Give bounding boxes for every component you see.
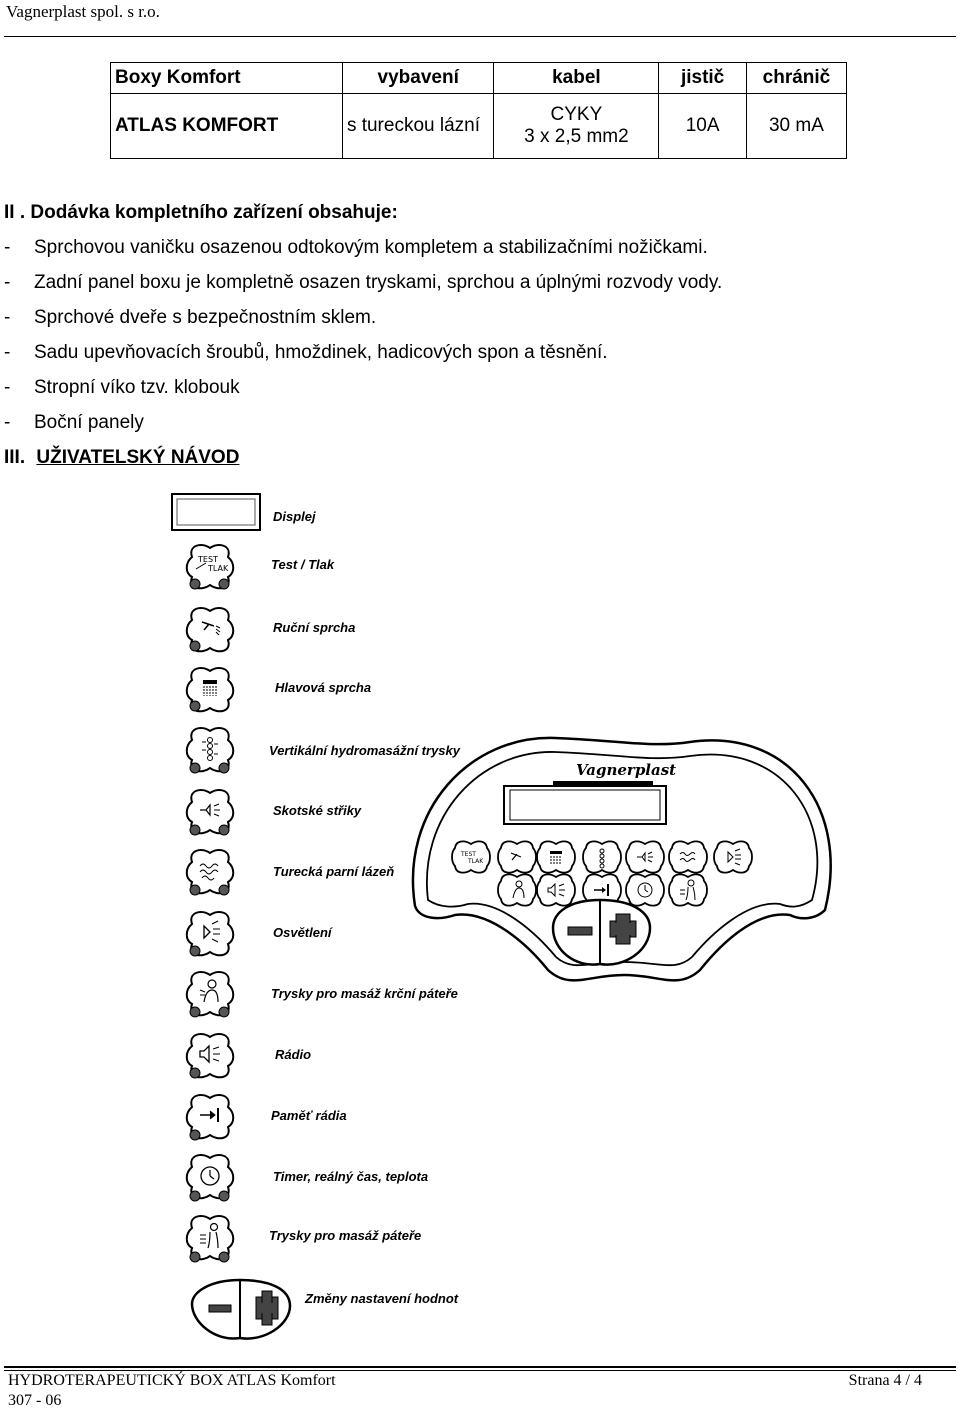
minus-icon: [568, 927, 592, 935]
list-item: - Sprchovou vaničku osazenou odtokovým kompletem a stabilizačními nožičkami.: [4, 237, 708, 258]
legend-label: Test / Tlak: [271, 557, 335, 572]
list-item-text: Stropní víko tzv. klobouk: [34, 377, 240, 398]
panel-plus-minus-buttons: [553, 900, 650, 965]
section-2-title: II . Dodávka kompletního zařízení obsahuje:: [4, 202, 398, 223]
spec-cable-size: 3 x 2,5 mm2: [524, 126, 629, 147]
legend-radio: [187, 1034, 311, 1078]
legend-label: Trysky pro masáž krční páteře: [271, 986, 458, 1001]
legend-label: Rádio: [275, 1047, 312, 1062]
list-item: - Boční panely: [4, 412, 144, 433]
control-panel-diagram: [0, 480, 960, 1350]
footer-divider-thin: [4, 1370, 956, 1371]
spec-header-equipment: vybavení: [342, 63, 494, 94]
spec-header-breaker: jistič: [659, 63, 747, 94]
section-3-title: [4, 447, 239, 469]
spec-protector: 30 mA: [746, 94, 846, 159]
list-item: - Sprchové dveře s bezpečnostním sklem.: [4, 307, 377, 328]
spec-model: ATLAS KOMFORT: [111, 94, 343, 159]
header-divider: [4, 36, 956, 37]
list-item-text: Zadní panel boxu je kompletně osazen tryskami, sprchou a úplnými rozvody vody.: [34, 272, 723, 293]
panel-display: [504, 786, 666, 824]
legend-scottish-jets: [187, 790, 362, 835]
legend-label: Displej: [273, 509, 316, 524]
footer-divider: [4, 1366, 956, 1368]
list-item: - Sadu upevňovacích šroubů, hmoždinek, hadicových spon a těsnění.: [4, 342, 608, 363]
spec-header-cable: kabel: [494, 63, 659, 94]
list-item-text: Sprchovou vaničku osazenou odtokovým kompletem a stabilizačními nožičkami.: [34, 237, 708, 258]
legend-steam-bath: [187, 850, 394, 895]
plus-minus-icon: [192, 1280, 290, 1339]
spec-breaker: 10A: [659, 94, 747, 159]
list-item-text: Sprchové dveře s bezpečnostním sklem.: [34, 307, 377, 328]
legend-hand-shower: [187, 608, 356, 651]
svg-text:TEST: TEST: [461, 851, 476, 858]
legend-label: Vertikální hydromasážní trysky: [269, 743, 460, 758]
legend-light: [187, 912, 333, 956]
brand-logo: Vagnerplast: [576, 761, 677, 779]
legend-display: [172, 494, 316, 530]
spec-table-header-row: [111, 63, 847, 94]
list-item: - Zadní panel boxu je kompletně osazen tryskami, sprchou a úplnými rozvody vody.: [4, 272, 723, 293]
list-item: - Stropní víko tzv. klobouk: [4, 377, 240, 398]
spec-header-boxy: Boxy Komfort: [111, 63, 343, 94]
legend-head-shower: [187, 668, 371, 711]
legend-label: Hlavová sprcha: [275, 680, 372, 695]
document-code: 307 - 06: [8, 1392, 62, 1409]
legend-label: Osvětlení: [273, 925, 332, 940]
legend-plus-minus: [192, 1280, 459, 1339]
spec-table: [110, 62, 847, 159]
svg-text:TLAK: TLAK: [468, 858, 484, 865]
legend-timer: [187, 1155, 428, 1201]
legend-vertical-jets: [187, 728, 461, 773]
legend-test-pressure: [187, 545, 335, 589]
legend-neck-massage: [187, 972, 458, 1017]
legend-label: Skotské střiky: [273, 803, 362, 818]
spec-cable-type: CYKY: [550, 104, 603, 125]
control-panel: [413, 738, 831, 980]
spec-table-row: [111, 94, 847, 159]
list-item-text: Sadu upevňovacích šroubů, hmoždinek, hadicových spon a těsnění.: [34, 342, 608, 363]
legend-label: Ruční sprcha: [273, 620, 356, 635]
legend-back-massage: [187, 1216, 421, 1262]
legend-label: Turecká parní lázeň: [273, 864, 395, 879]
legend-label: Změny nastavení hodnot: [305, 1291, 459, 1306]
display-icon: [172, 494, 260, 530]
spec-header-protector: chránič: [746, 63, 846, 94]
section-3-number: III.: [4, 447, 26, 468]
legend-label: Timer, reálný čas, teplota: [273, 1169, 429, 1184]
pressure-label: TLAK: [208, 564, 229, 573]
legend-label: Paměť rádia: [271, 1108, 347, 1123]
legend-label: Trysky pro masáž páteře: [269, 1228, 422, 1243]
company-name: Vagnerplast spol. s r.o.: [6, 2, 160, 21]
test-label: TEST: [198, 555, 218, 564]
page-number: Strana 4 / 4: [848, 1372, 922, 1389]
list-item-text: Boční panely: [34, 412, 144, 433]
spec-cable: [494, 94, 659, 159]
legend-radio-memory: [187, 1095, 347, 1140]
footer-title: HYDROTERAPEUTICKÝ BOX ATLAS Komfort: [8, 1372, 336, 1389]
section-3-heading: UŽIVATELSKÝ NÁVOD: [36, 447, 240, 468]
spec-equipment: s tureckou lázní: [342, 94, 494, 159]
